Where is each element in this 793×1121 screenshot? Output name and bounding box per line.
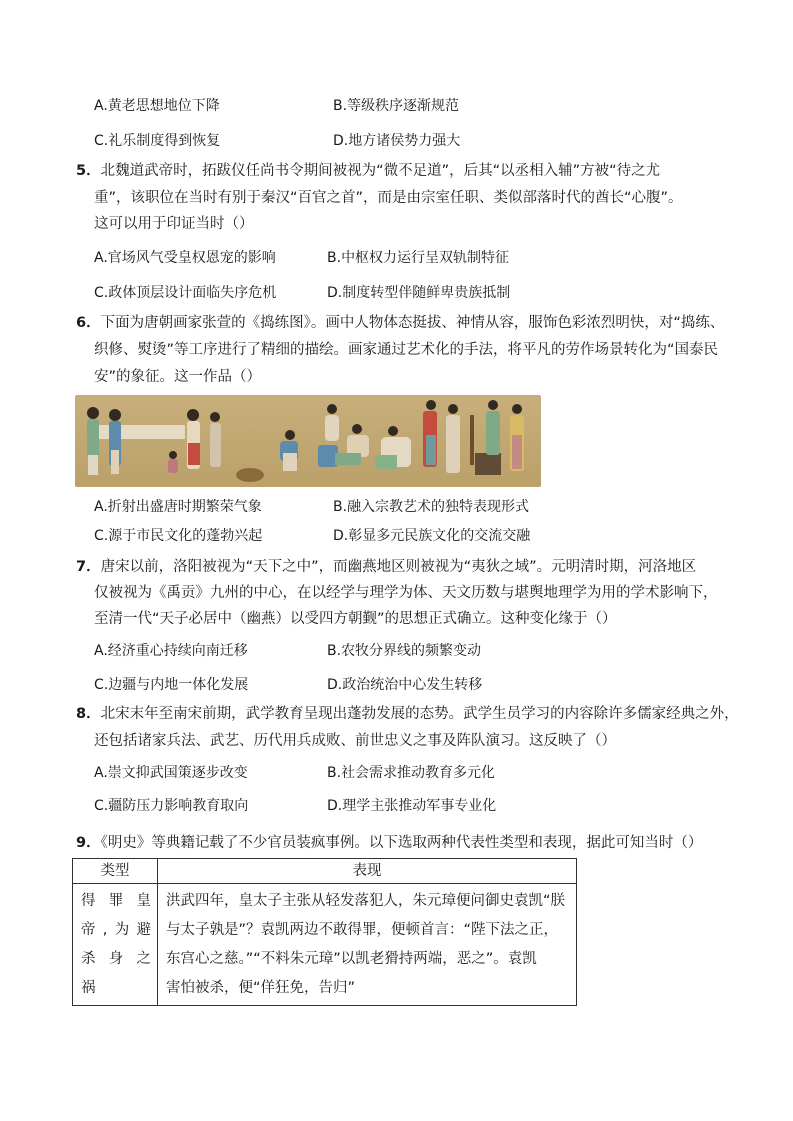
option-label: C. (94, 677, 109, 693)
q5-stem-line-1 (76, 161, 660, 181)
q6-option-b[interactable] (333, 497, 529, 517)
q9-stem-line-1 (76, 833, 702, 853)
q7-option-d[interactable] (327, 675, 482, 695)
q8-option-b[interactable] (327, 763, 495, 783)
option-text: 彰显多元民族文化的交流交融 (348, 528, 531, 544)
option-text: 中枢权力运行呈双轨制特征 (341, 250, 510, 266)
cell-line: 杀 身 之 (81, 951, 151, 967)
q6-option-d[interactable] (333, 526, 530, 546)
q6-stem-line-3: 安”的象征。这一作品（） (94, 369, 262, 385)
option-label: B. (327, 765, 342, 781)
q8-option-d[interactable] (327, 796, 496, 816)
table-header-row (73, 859, 577, 884)
q7-option-c[interactable] (94, 675, 248, 695)
option-text: 崇文抑武国策逐步改变 (107, 765, 248, 781)
q7-stem-line-3: 至清一代“天子必居中（幽燕）以受四方朝觐”的思想正式确立。这种变化缘于（） (94, 611, 617, 627)
option-text: 疆防压力影响教育取向 (108, 798, 249, 814)
option-label: C. (94, 285, 109, 301)
option-text: 等级秩序逐渐规范 (347, 98, 460, 114)
table-row (73, 884, 577, 1006)
option-text: 地方诸侯势力强大 (348, 133, 461, 149)
q4-option-b[interactable] (333, 96, 459, 116)
q8-option-a[interactable] (94, 763, 248, 783)
option-text: 理学主张推动军事专业化 (342, 798, 497, 814)
option-label: B. (327, 250, 342, 266)
option-text: 折射出盛唐时期繁荣气象 (107, 499, 262, 515)
option-text: 黄老思想地位下降 (107, 98, 220, 114)
painting-illustration (75, 395, 541, 487)
table-cell-performance (158, 884, 577, 1006)
q6-option-a[interactable] (94, 497, 262, 517)
option-text: 经济重心持续向南迁移 (107, 643, 248, 659)
option-text: 融入宗教艺术的独特表现形式 (347, 499, 530, 515)
table-header-type: 类型 (73, 859, 158, 884)
option-text: 政治统治中心发生转移 (342, 677, 483, 693)
option-text: 官场风气受皇权恩宠的影响 (107, 250, 276, 266)
q5-stem-line-3: 这可以用于印证当时（） (94, 216, 254, 232)
option-text: 制度转型伴随鲜卑贵族抵制 (342, 285, 511, 301)
stem-text: 下面为唐朝画家张萱的《捣练图》。画中人物体态挺拔、神情从容，服饰色彩浓烈明快，对“捣练、 (100, 315, 725, 331)
q5-option-c[interactable] (94, 283, 276, 303)
cell-line: 东宫心之慈。”“不料朱元璋”以凯老猾持两端，恶之”。袁凯 (166, 951, 537, 967)
cell-line: 与太子孰是”？袁凯两边不敢得罪，便顿首言：“陛下法之正， (166, 922, 559, 938)
q6-option-c[interactable] (94, 526, 262, 546)
option-label: C. (94, 528, 109, 544)
q8-option-c[interactable] (94, 796, 248, 816)
q7-option-a[interactable] (94, 641, 248, 661)
option-label: B. (333, 98, 348, 114)
q8-stem-line-1 (76, 704, 739, 724)
stem-text: 北魏道武帝时，拓跋仪任尚书令期间被视为“微不足道”，后其“以丞相入辅”方被“待之尤 (100, 163, 661, 179)
option-label: D. (327, 677, 343, 693)
q5-option-b[interactable] (327, 248, 509, 268)
question-number: 7． (76, 559, 101, 575)
q4-option-c[interactable] (94, 131, 220, 151)
option-label: B. (333, 499, 348, 515)
option-label: A. (94, 765, 108, 781)
q6-stem-line-1 (76, 313, 724, 333)
option-label: D. (333, 528, 349, 544)
cell-line: 得 罪 皇 (81, 893, 151, 909)
option-text: 边疆与内地一体化发展 (108, 677, 249, 693)
option-label: D. (327, 285, 343, 301)
option-text: 礼乐制度得到恢复 (108, 133, 221, 149)
option-label: B. (327, 643, 342, 659)
stem-text: 唐宋以前，洛阳被视为“天下之中”，而幽燕地区则被视为“夷狄之域”。元明清时期，河洛地区 (100, 559, 697, 575)
table-cell-type (73, 884, 158, 1006)
question-number: 8． (76, 706, 101, 722)
option-text: 政体顶层设计面临失序危机 (108, 285, 277, 301)
q7-stem-line-1 (76, 557, 696, 577)
option-label: A. (94, 643, 108, 659)
q6-stem-line-2: 织修、熨烫”等工序进行了精细的描绘。画家通过艺术化的手法，将平凡的劳作场景转化为“国泰民 (94, 342, 719, 358)
option-label: A. (94, 98, 108, 114)
option-text: 社会需求推动教育多元化 (341, 765, 496, 781)
option-label: A. (94, 499, 108, 515)
q9-table (72, 858, 577, 1006)
option-text: 源于市民文化的蓬勃兴起 (108, 528, 263, 544)
q4-option-a[interactable] (94, 96, 220, 116)
q4-option-d[interactable] (333, 131, 460, 151)
option-label: C. (94, 798, 109, 814)
option-label: D. (327, 798, 343, 814)
q7-stem-line-2: 仅被视为《禹贡》九州的中心，在以经学与理学为体、天文历数与堪舆地理学为用的学术影响下， (94, 585, 718, 601)
q5-option-a[interactable] (94, 248, 276, 268)
table-header-performance: 表现 (158, 859, 577, 884)
daolian-painting-image (75, 395, 541, 487)
cell-line: 祸 (81, 980, 96, 996)
question-number: 9． (76, 835, 101, 851)
cell-line: 洪武四年，皇太子主张从轻发落犯人，朱元璋便问御史袁凯“朕 (166, 893, 566, 909)
option-text: 农牧分界线的频繁变动 (341, 643, 482, 659)
option-label: D. (333, 133, 349, 149)
q5-stem-line-2: 重”，该职位在当时有别于秦汉“百官之首”，而是由宗室任职、类似部落时代的酋长“心腹”。 (94, 190, 683, 206)
option-label: A. (94, 250, 108, 266)
option-label: C. (94, 133, 109, 149)
stem-text: 《明史》等典籍记载了不少官员装疯事例。以下选取两种代表性类型和表现，据此可知当时（） (100, 835, 703, 851)
q5-option-d[interactable] (327, 283, 510, 303)
stem-text: 北宋末年至南宋前期，武学教育呈现出蓬勃发展的态势。武学生员学习的内容除许多儒家经典之外， (100, 706, 739, 722)
q7-option-b[interactable] (327, 641, 481, 661)
question-number: 5． (76, 163, 101, 179)
question-number: 6． (76, 315, 101, 331)
q8-stem-line-2: 还包括诸家兵法、武艺、历代用兵成败、前世忠义之事及阵队演习。这反映了（） (94, 733, 616, 749)
cell-line: 害怕被杀，便“佯狂免，告归” (166, 980, 356, 996)
cell-line: 帝,为避 (81, 922, 151, 938)
